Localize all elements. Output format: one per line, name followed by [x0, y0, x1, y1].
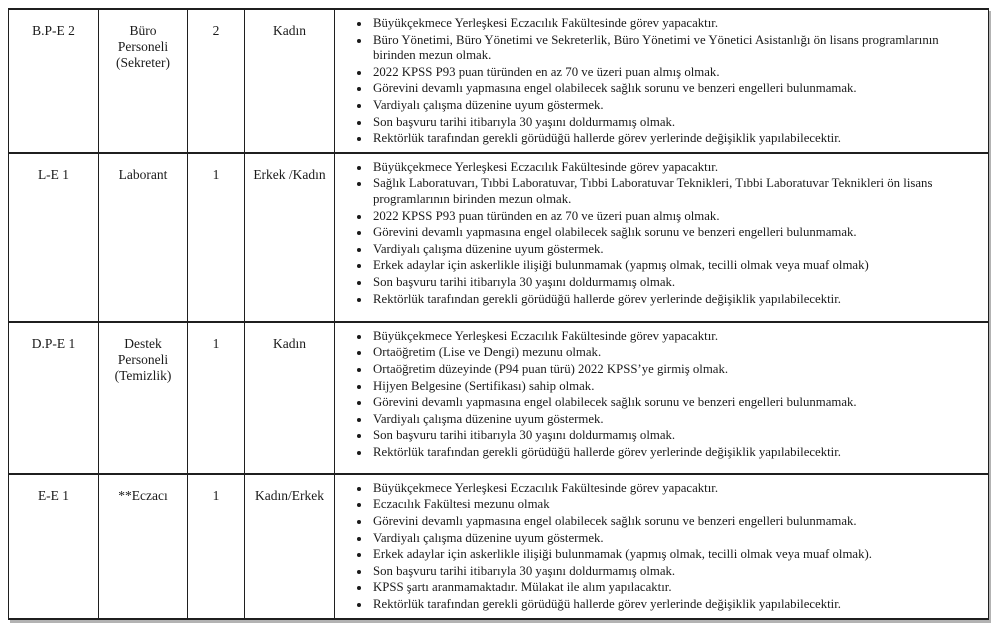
position-gender-cell: Erkek /Kadın	[245, 153, 335, 322]
table-row	[9, 153, 989, 322]
requirement-item: • Görevini devamlı yapmasına engel olabilecek sağlık sorunu ve benzeri engelleri bulunmamak.	[371, 81, 980, 97]
requirement-item: • 2022 KPSS P93 puan türünden en az 70 ve üzeri puan almış olmak.	[371, 209, 980, 225]
requirement-item: • Vardiyalı çalışma düzenine uyum göstermek.	[371, 98, 980, 114]
requirement-item: • Eczacılık Fakültesi mezunu olmak	[371, 497, 980, 513]
requirement-item: • Hijyen Belgesine (Sertifikası) sahip olmak.	[371, 379, 980, 395]
table-row	[9, 474, 989, 619]
table-row	[9, 9, 989, 153]
position-title-cell: Destek Personeli (Temizlik)	[99, 322, 188, 474]
requirements-list	[335, 329, 980, 461]
requirement-item: • 2022 KPSS P93 puan türünden en az 70 ve üzeri puan almış olmak.	[371, 65, 980, 81]
requirement-item: • Rektörlük tarafından gerekli görüdüğü hallerde görev yerlerinde değişiklik yapılabilecektir.	[371, 292, 980, 308]
requirement-item: • Son başvuru tarihi itibarıyla 30 yaşını doldurmamış olmak.	[371, 428, 980, 444]
position-gender-cell: Kadın	[245, 9, 335, 153]
requirement-item: • Vardiyalı çalışma düzenine uyum göstermek.	[371, 412, 980, 428]
position-count-cell: 1	[188, 322, 245, 474]
job-positions-table	[8, 8, 989, 620]
requirement-item: • KPSS şartı aranmamaktadır. Mülakat ile alım yapılacaktır.	[371, 580, 980, 596]
requirement-item: • Görevini devamlı yapmasına engel olabilecek sağlık sorunu ve benzeri engelleri bulunmamak.	[371, 225, 980, 241]
requirements-list	[335, 16, 980, 147]
requirement-item: • Sağlık Laboratuvarı, Tıbbi Laboratuvar, Tıbbi Laboratuvar Teknikleri, Tıbbi Laboratuvar Teknikleri ön lisans programlarının birinden mezun olmak.	[371, 176, 980, 207]
position-requirements-cell	[335, 153, 989, 322]
requirement-item: • Rektörlük tarafından gerekli görüdüğü hallerde görev yerlerinde değişiklik yapılabilecektir.	[371, 597, 980, 613]
requirement-item: • Rektörlük tarafından gerekli görüdüğü hallerde görev yerlerinde değişiklik yapılabilecektir.	[371, 131, 980, 147]
position-title-cell: Büro Personeli (Sekreter)	[99, 9, 188, 153]
requirement-item: • Son başvuru tarihi itibarıyla 30 yaşını doldurmamış olmak.	[371, 564, 980, 580]
requirement-item: • Büyükçekmece Yerleşkesi Eczacılık Fakültesinde görev yapacaktır.	[371, 160, 980, 176]
requirement-item: • Ortaöğretim (Lise ve Dengi) mezunu olmak.	[371, 345, 980, 361]
position-gender-cell: Kadın	[245, 322, 335, 474]
requirement-item: • Erkek adaylar için askerlikle ilişiği bulunmamak (yapmış olmak, tecilli olmak veya muaf olmak)	[371, 258, 980, 274]
position-requirements-cell	[335, 9, 989, 153]
position-title-cell: **Eczacı	[99, 474, 188, 619]
requirement-item: • Büyükçekmece Yerleşkesi Eczacılık Fakültesinde görev yapacaktır.	[371, 481, 980, 497]
position-title-cell: Laborant	[99, 153, 188, 322]
position-count-cell: 2	[188, 9, 245, 153]
position-code-cell: E-E 1	[9, 474, 99, 619]
position-gender-cell: Kadın/Erkek	[245, 474, 335, 619]
requirement-item: • Vardiyalı çalışma düzenine uyum göstermek.	[371, 531, 980, 547]
requirement-item: • Rektörlük tarafından gerekli görüdüğü hallerde görev yerlerinde değişiklik yapılabilecektir.	[371, 445, 980, 461]
position-count-cell: 1	[188, 474, 245, 619]
position-code-cell: L-E 1	[9, 153, 99, 322]
position-requirements-cell	[335, 474, 989, 619]
requirement-item: • Büyükçekmece Yerleşkesi Eczacılık Fakültesinde görev yapacaktır.	[371, 329, 980, 345]
position-count-cell: 1	[188, 153, 245, 322]
requirement-item: • Büro Yönetimi, Büro Yönetimi ve Sekreterlik, Büro Yönetimi ve Yönetici Asistanlığı ön lisans programlarının birinden mezun olmak.	[371, 33, 980, 64]
requirement-item: • Görevini devamlı yapmasına engel olabilecek sağlık sorunu ve benzeri engelleri bulunmamak.	[371, 514, 980, 530]
requirement-item: • Son başvuru tarihi itibarıyla 30 yaşını doldurmamış olmak.	[371, 115, 980, 131]
requirement-item: • Son başvuru tarihi itibarıyla 30 yaşını doldurmamış olmak.	[371, 275, 980, 291]
job-table-body	[9, 9, 989, 619]
position-code-cell: D.P-E 1	[9, 322, 99, 474]
requirement-item: • Görevini devamlı yapmasına engel olabilecek sağlık sorunu ve benzeri engelleri bulunmamak.	[371, 395, 980, 411]
position-requirements-cell	[335, 322, 989, 474]
position-code-cell: B.P-E 2	[9, 9, 99, 153]
requirement-item: • Vardiyalı çalışma düzenine uyum göstermek.	[371, 242, 980, 258]
requirement-item: • Büyükçekmece Yerleşkesi Eczacılık Fakültesinde görev yapacaktır.	[371, 16, 980, 32]
requirement-item: • Erkek adaylar için askerlikle ilişiği bulunmamak (yapmış olmak, tecilli olmak veya muaf olmak).	[371, 547, 980, 563]
requirements-list	[335, 481, 980, 613]
requirement-item: • Ortaöğretim düzeyinde (P94 puan türü) 2022 KPSS’ye girmiş olmak.	[371, 362, 980, 378]
table-row	[9, 322, 989, 474]
requirements-list	[335, 160, 980, 307]
